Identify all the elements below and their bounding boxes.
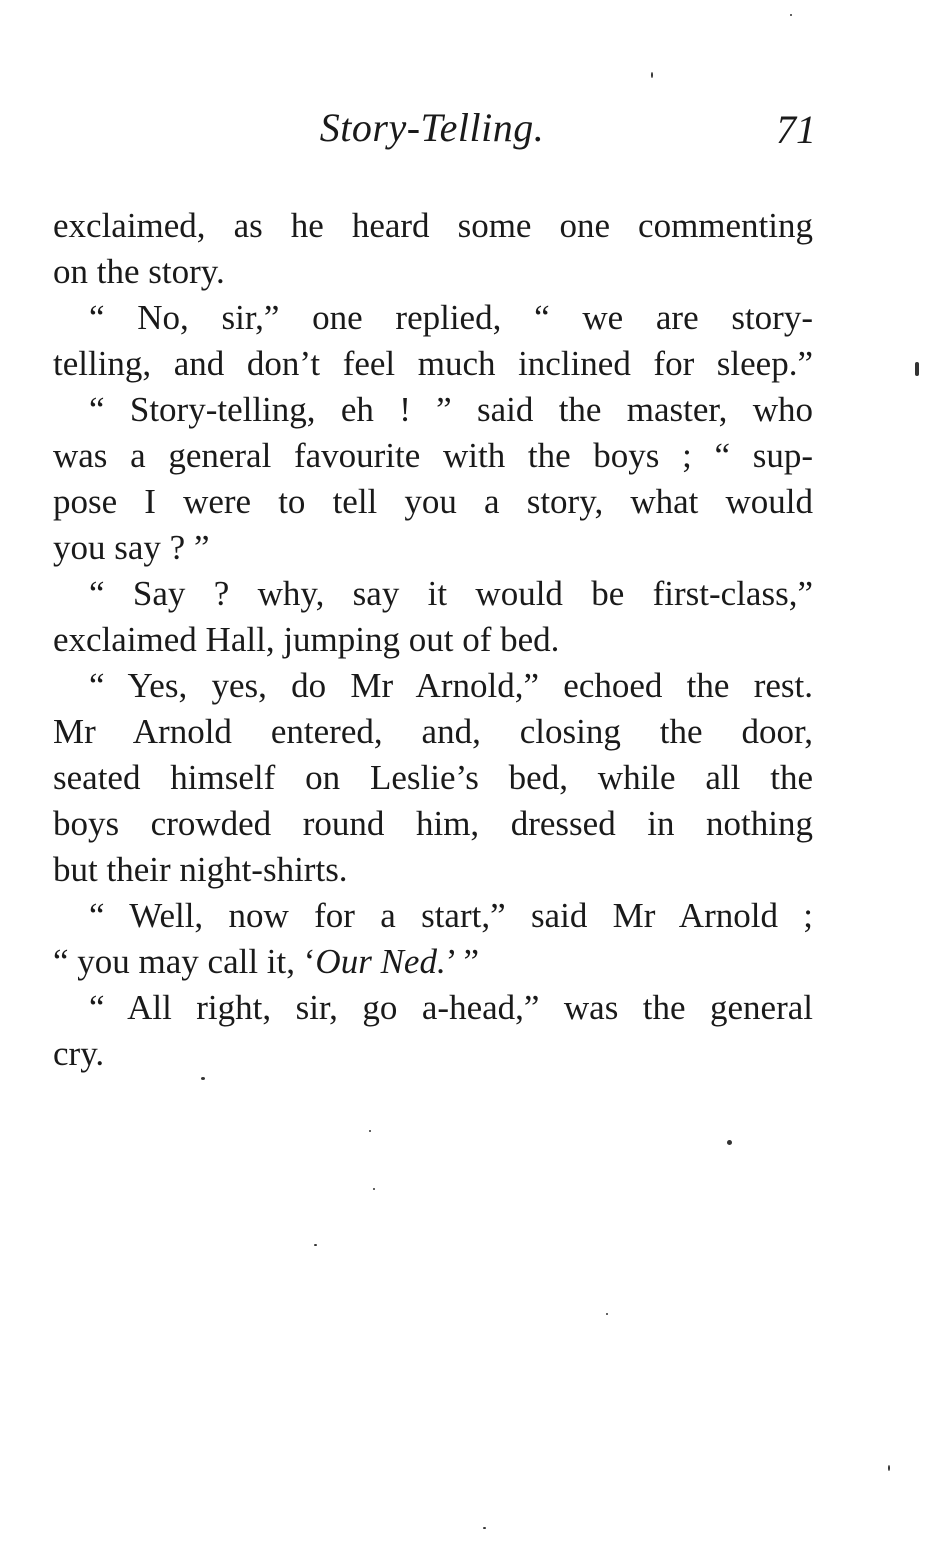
text-line: exclaimed, as he heard some one commenting [53,206,813,245]
text-line: on the story. [53,252,225,291]
text-line: telling, and don’t feel much inclined for sleep.” [53,344,813,383]
text-line: but their night-shirts. [53,850,348,889]
text-line: exclaimed Hall, jumping out of bed. [53,620,560,659]
text-line: “ All right, sir, go a-head,” was the general [89,988,813,1027]
quote-close: ’ ” [445,942,480,981]
scan-speck [373,1188,375,1190]
text-line-with-title [53,939,813,985]
quote-open: “ you may call it, ‘ [53,942,316,981]
text-line: boys crowded round him, dressed in nothing [53,804,813,843]
running-title: Story-Telling. [319,105,545,150]
text-line: Mr Arnold entered, and, closing the door, [53,712,813,751]
scan-speck [201,1077,205,1080]
text-line: you say ? ” [53,528,210,567]
text-line: seated himself on Leslie’s bed, while all the [53,758,813,797]
running-head [52,104,816,164]
scan-speck [888,1465,890,1471]
scan-speck [314,1244,317,1246]
text-line: “ Story-telling, eh ! ” said the master, who [89,390,813,429]
text-line: “ Yes, yes, do Mr Arnold,” echoed the rest. [89,666,813,705]
text-line: pose I were to tell you a story, what would [53,482,813,521]
scan-speck [606,1313,608,1315]
scan-speck [915,362,919,376]
page-number: 71 [776,107,816,152]
text-line: “ Say ? why, say it would be first-class,” [89,574,813,613]
scan-speck [369,1130,371,1132]
text-line: was a general favourite with the boys ; “ sup- [53,436,813,475]
body-text [53,203,813,1077]
text-line: “ No, sir,” one replied, “ we are story- [89,298,813,337]
scan-speck [727,1140,732,1145]
scan-speck [483,1527,486,1529]
text-line: cry. [53,1034,105,1073]
story-title: Our Ned. [315,942,446,981]
text-line: “ Well, now for a start,” said Mr Arnold ; [89,896,813,935]
scan-speck [790,14,792,16]
scan-speck [651,72,653,78]
